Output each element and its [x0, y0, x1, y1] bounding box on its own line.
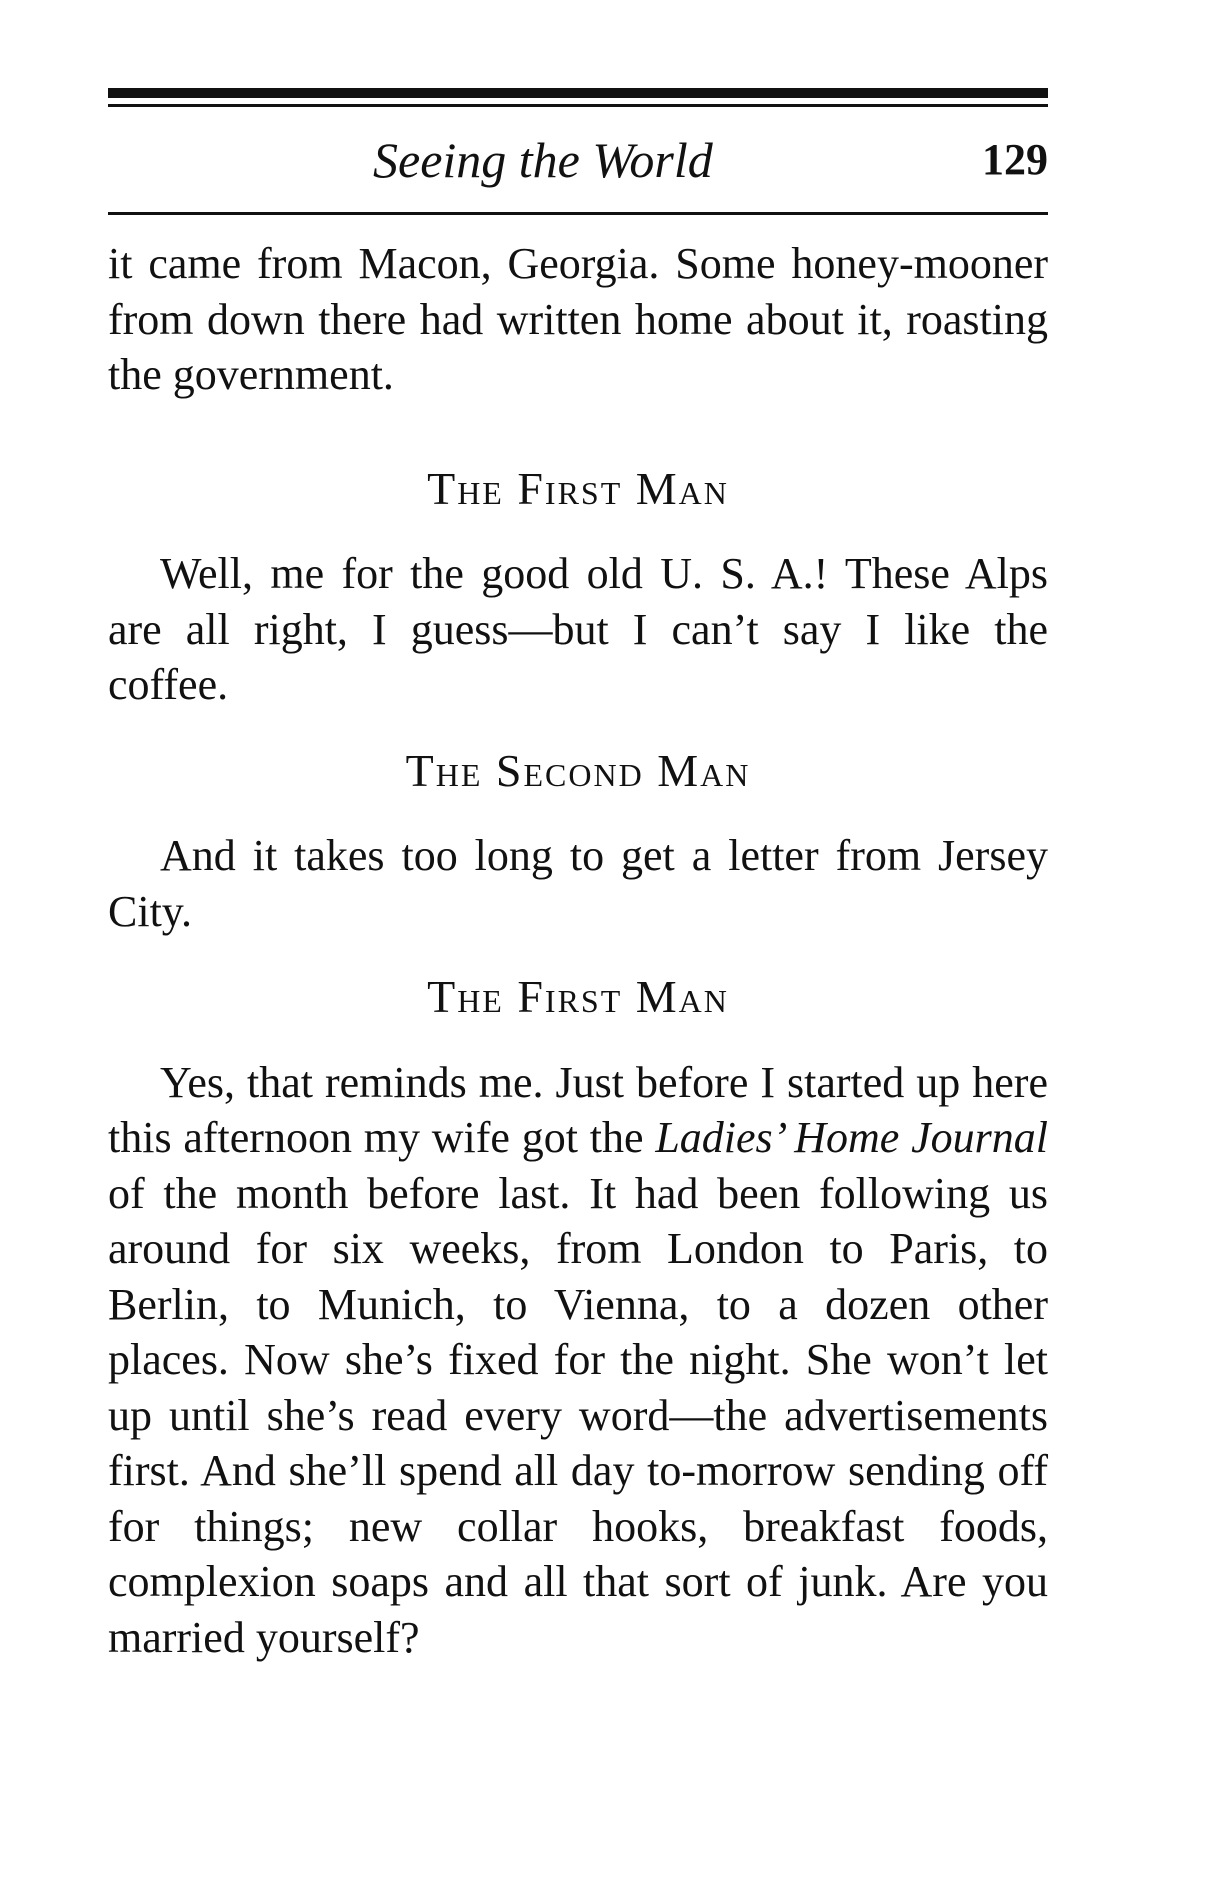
speaker-heading-2: The Second Man [405, 744, 751, 796]
magazine-title: Ladies’ Home Journal [655, 1113, 1048, 1162]
paragraph-4 [108, 1055, 1048, 1666]
paragraph-4-part-1: Yes, that reminds me. Just before I started up here this afternoon my wife got the [108, 1057, 1048, 1162]
paragraph-2: Well, me for the good old U. S. A.! These Alps are all right, I guess—but I can’t say I like the coffee. [108, 549, 1048, 709]
running-head [108, 128, 1048, 192]
paragraph-3: And it takes too long to get a letter from Jersey City. [108, 831, 1048, 936]
paragraph-4-part-2: of the month before last. It had been following us around for six weeks, from London to Paris, to Berlin, to Munich, to Vienna, to a dozen other places. Now she’s fixed for the night. She won’t let up until she’s read every word—the advertisements first. And she’ll spend all day to-morrow sending off for things; new collar hooks, breakfast foods, complexion soaps and all that sort of junk. Are you married yourself? [108, 1168, 1048, 1662]
book-page [108, 0, 1048, 1880]
header-rule-thin [108, 104, 1048, 107]
speaker-heading-1: The First Man [427, 462, 729, 514]
speaker-heading-3: The First Man [427, 971, 729, 1022]
header-rule-thick [108, 88, 1048, 98]
body-text [108, 236, 1048, 1665]
paragraph-1: it came from Macon, Georgia. Some honey-mooner from down there had written home about it, roasting the government. [108, 239, 1048, 399]
running-title: Seeing the World [373, 132, 713, 188]
page-number: 129 [982, 135, 1048, 184]
header-rule-bottom [108, 212, 1048, 215]
